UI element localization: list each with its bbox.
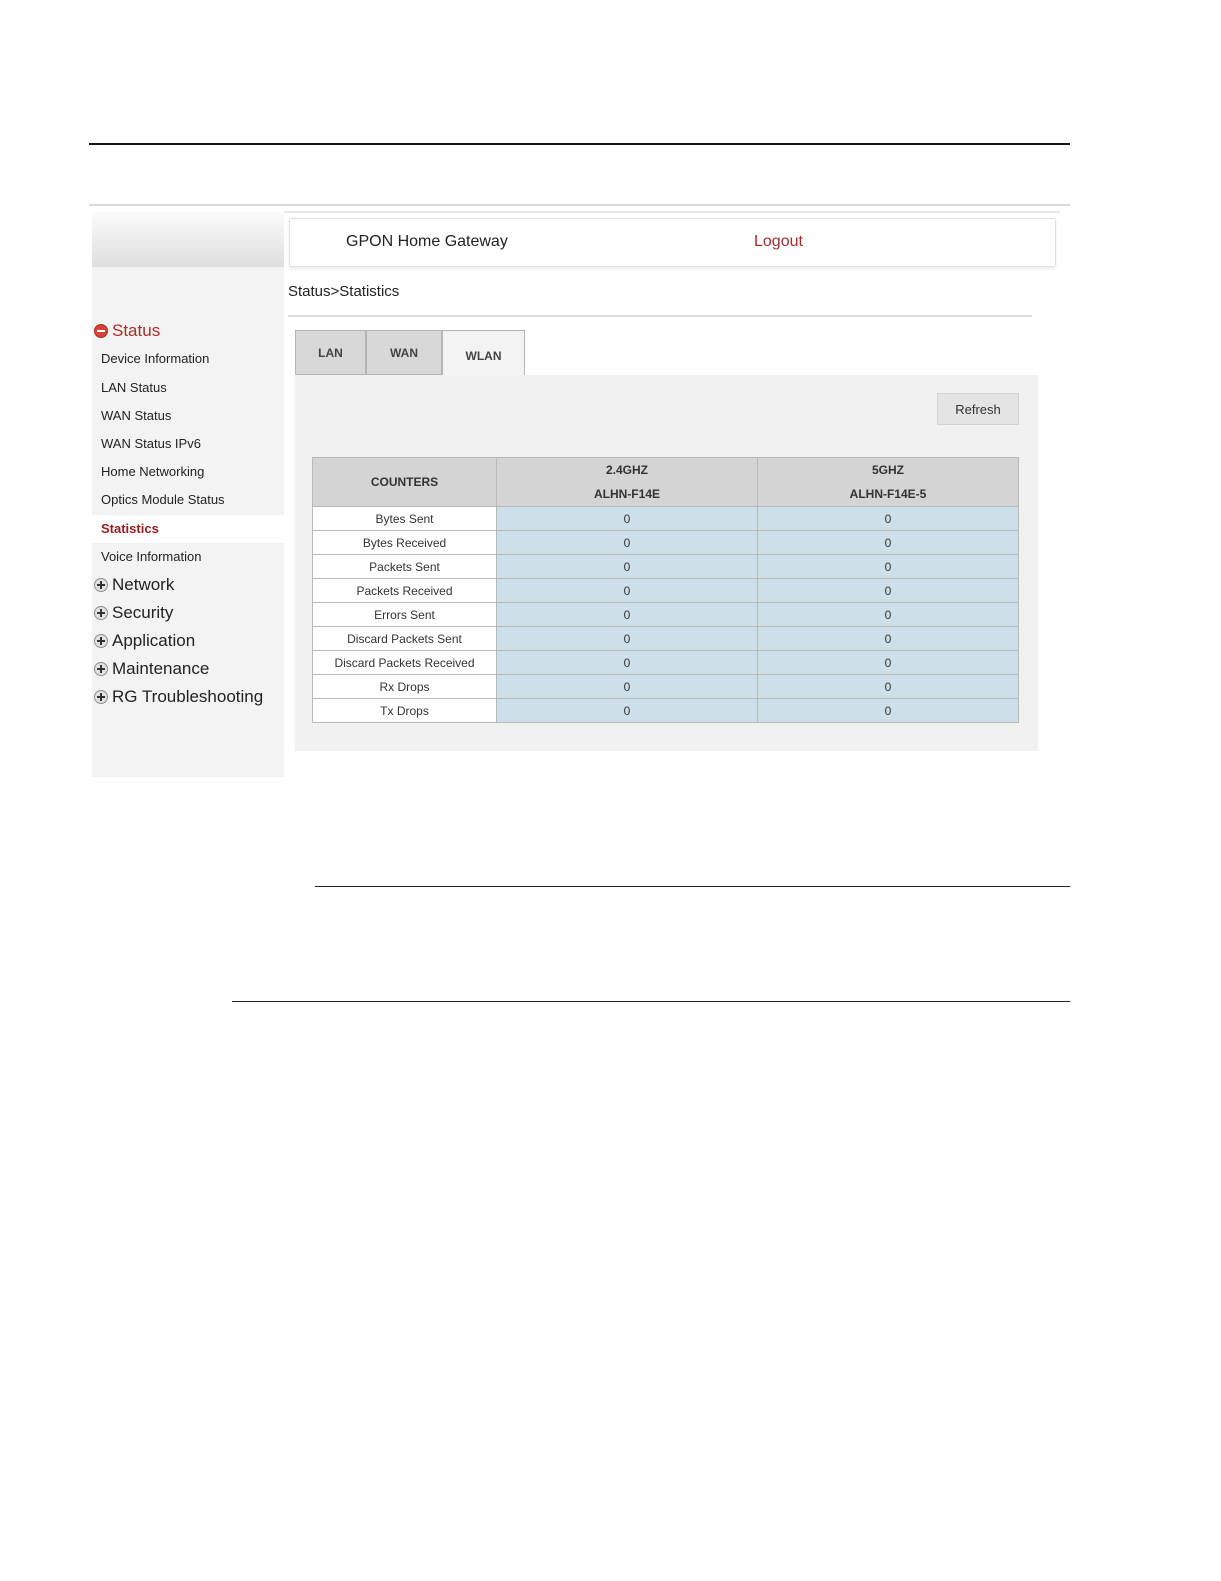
tab-wlan[interactable]: WLAN — [442, 330, 525, 377]
counter-value-2-4ghz: 0 — [497, 555, 758, 579]
sidebar-group-label: Network — [112, 575, 175, 594]
column-header-2-4ghz — [497, 458, 758, 507]
page-rule-top — [89, 143, 1070, 145]
sidebar-group-label: Application — [112, 631, 196, 650]
sidebar-item-home-networking[interactable]: Home Networking — [101, 464, 205, 479]
counter-label: Errors Sent — [313, 603, 497, 627]
band-frequency: 2.4GHZ — [605, 463, 648, 477]
counter-value-5ghz: 0 — [758, 627, 1019, 651]
logout-link[interactable]: Logout — [754, 233, 803, 250]
counter-value-2-4ghz: 0 — [497, 579, 758, 603]
frame-top-border — [89, 204, 1070, 206]
sidebar-group-application[interactable] — [92, 629, 195, 653]
sidebar-group-label: Status — [112, 321, 161, 340]
counter-label: Packets Sent — [313, 555, 497, 579]
counter-value-5ghz: 0 — [758, 507, 1019, 531]
plus-circle-icon — [94, 634, 108, 648]
document-rule-middle — [315, 886, 1070, 887]
sidebar-item-optics-module-status[interactable]: Optics Module Status — [101, 492, 225, 507]
counter-value-5ghz: 0 — [758, 675, 1019, 699]
counter-value-2-4ghz: 0 — [497, 627, 758, 651]
sidebar-group-label: Security — [112, 603, 174, 622]
sidebar-item-wan-status[interactable]: WAN Status — [101, 408, 172, 423]
sidebar-item-voice-information[interactable]: Voice Information — [101, 549, 202, 564]
column-header-5ghz — [758, 458, 1019, 507]
counter-value-5ghz: 0 — [758, 555, 1019, 579]
header-bar — [289, 218, 1056, 267]
counter-value-5ghz: 0 — [758, 699, 1019, 723]
counter-value-2-4ghz: 0 — [497, 699, 758, 723]
header-top-line — [284, 211, 1060, 213]
counter-label: Bytes Sent — [313, 507, 497, 531]
table-row — [313, 555, 1019, 579]
table-row — [313, 627, 1019, 651]
counter-value-2-4ghz: 0 — [497, 531, 758, 555]
statistics-panel — [295, 375, 1038, 751]
wlan-statistics-table — [312, 457, 1019, 723]
counter-value-2-4ghz: 0 — [497, 507, 758, 531]
sidebar-group-network[interactable] — [92, 573, 174, 597]
plus-circle-icon — [94, 606, 108, 620]
counter-value-5ghz: 0 — [758, 651, 1019, 675]
counter-value-5ghz: 0 — [758, 603, 1019, 627]
refresh-button[interactable]: Refresh — [937, 393, 1019, 425]
sidebar-group-maintenance[interactable] — [92, 657, 209, 681]
counter-label: Bytes Received — [313, 531, 497, 555]
document-rule-bottom — [232, 1001, 1070, 1002]
sidebar-item-wan-status-ipv6[interactable]: WAN Status IPv6 — [101, 436, 201, 451]
table-row — [313, 579, 1019, 603]
table-row — [313, 651, 1019, 675]
tab-lan[interactable]: LAN — [295, 330, 366, 375]
counter-value-5ghz: 0 — [758, 531, 1019, 555]
sidebar-group-status[interactable] — [92, 319, 160, 343]
counter-label: Packets Received — [313, 579, 497, 603]
sidebar-item-statistics[interactable]: Statistics — [92, 515, 284, 543]
plus-circle-icon — [94, 578, 108, 592]
sidebar-group-label: RG Troubleshooting — [112, 687, 264, 706]
tab-wan[interactable]: WAN — [366, 330, 442, 375]
counter-value-2-4ghz: 0 — [497, 675, 758, 699]
column-header-counters: COUNTERS — [313, 458, 497, 507]
band-ssid: ALHN-F14E-5 — [849, 487, 927, 501]
sidebar-item-lan-status[interactable]: LAN Status — [101, 380, 167, 395]
sidebar-group-rg-troubleshooting[interactable] — [92, 685, 263, 709]
breadcrumb-divider — [288, 315, 1032, 317]
sidebar — [92, 212, 284, 777]
band-frequency: 5GHZ — [871, 463, 904, 477]
table-row — [313, 603, 1019, 627]
counter-label: Rx Drops — [313, 675, 497, 699]
counter-label: Discard Packets Received — [313, 651, 497, 675]
counter-value-2-4ghz: 0 — [497, 651, 758, 675]
table-row — [313, 675, 1019, 699]
counter-value-5ghz: 0 — [758, 579, 1019, 603]
sidebar-group-label: Maintenance — [112, 659, 210, 678]
counter-label: Discard Packets Sent — [313, 627, 497, 651]
sidebar-item-device-information[interactable]: Device Information — [101, 351, 210, 366]
breadcrumb: Status>Statistics — [288, 283, 400, 300]
sidebar-group-security[interactable] — [92, 601, 173, 625]
counter-label: Tx Drops — [313, 699, 497, 723]
table-row — [313, 699, 1019, 723]
sidebar-header — [92, 212, 284, 267]
table-row — [313, 531, 1019, 555]
app-title: GPON Home Gateway — [346, 233, 508, 250]
table-row — [313, 507, 1019, 531]
counter-value-2-4ghz: 0 — [497, 603, 758, 627]
band-ssid: ALHN-F14E — [593, 487, 660, 501]
plus-circle-icon — [94, 662, 108, 676]
plus-circle-icon — [94, 690, 108, 704]
minus-circle-icon — [94, 324, 108, 338]
